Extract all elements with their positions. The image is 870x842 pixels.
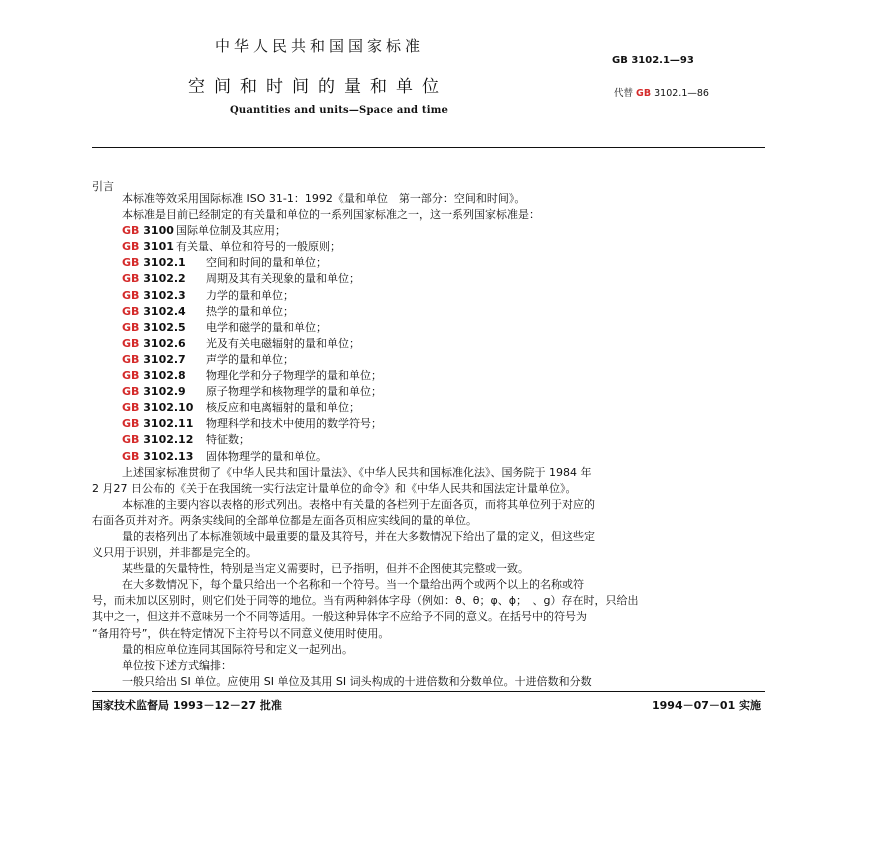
document-body [92, 191, 767, 690]
list-item-number: 3102.8 [143, 369, 186, 383]
list-item-prefix: GB [122, 320, 140, 334]
list-item-number: 3102.3 [143, 288, 186, 302]
list-item-prefix: GB [122, 385, 140, 399]
body-line: 本标准的主要内容以表格的形式列出。表格中有关量的各栏列于左面各页，而将其单位列于对应的 [122, 497, 595, 511]
list-item-number: 3102.10 [143, 401, 194, 415]
body-line: 义只用于识别，并非都是完全的。 [92, 546, 257, 560]
standard-list-item [92, 336, 767, 352]
list-item-text: 国际单位制及其应用； [176, 224, 286, 238]
list-item-prefix: GB [122, 336, 140, 350]
list-item-prefix: GB [122, 272, 140, 286]
list-item-number: 3102.11 [143, 417, 194, 431]
list-item-number: 3101 [143, 240, 174, 254]
issuing-country-standard: 中华人民共和国国家标准 [215, 37, 425, 55]
replaces-code: 3102.1—86 [654, 88, 709, 99]
body-line: 一般只给出 SI 单位。应使用 SI 单位及其用 SI 词头构成的十进倍数和分数单位。十进倍数和分数 [122, 674, 592, 688]
list-item-prefix: GB [122, 288, 140, 302]
body-line: 某些量的矢量特性，特别是当定义需要时，已予指明，但并不企图使其完整或一致。 [122, 562, 529, 576]
standard-list-item [92, 368, 767, 384]
list-item-text: 有关量、单位和符号的一般原则； [176, 240, 341, 254]
body-line: 量的相应单位连同其国际符号和定义一起列出。 [122, 642, 353, 656]
standard-list-item [92, 384, 767, 400]
list-item-number: 3102.13 [143, 449, 194, 463]
intro-paragraph-2: 本标准是目前已经制定的有关量和单位的一系列国家标准之一，这一系列国家标准是： [122, 208, 540, 222]
approval-date: 国家技术监督局 1993－12－27 批准 [92, 699, 282, 712]
section-title: 引言 [92, 180, 114, 193]
list-item-text: 核反应和电离辐射的量和单位； [206, 401, 360, 415]
standard-number [612, 55, 694, 66]
replaces-label: 代替 [614, 88, 634, 99]
body-line: 量的表格列出了本标准领域中最重要的量及其符号，并在大多数情况下给出了量的定义，但这些定 [122, 529, 595, 543]
list-item-prefix: GB [122, 224, 140, 238]
standard-list-item [92, 432, 767, 448]
list-item-text: 光及有关电磁辐射的量和单位； [206, 336, 360, 350]
body-line: 在大多数情况下，每个量只给出一个名称和一个符号。当一个量给出两个或两个以上的名称或符 [122, 578, 584, 592]
list-item-number: 3102.5 [143, 320, 186, 334]
standard-list-item [92, 271, 767, 287]
body-line: 2 月27 日公布的《关于在我国统一实行法定计量单位的命令》和《中华人民共和国法定计量单位》。 [92, 481, 577, 495]
list-item-number: 3100 [143, 224, 174, 238]
list-item-prefix: GB [122, 449, 140, 463]
body-line: 右面各页并对齐。两条实线间的全部单位都是左面各页相应实线间的量的单位。 [92, 513, 477, 527]
replaces-prefix: GB [636, 88, 652, 99]
list-item-number: 3102.7 [143, 352, 186, 366]
document-title: 空间和时间的量和单位 [188, 77, 448, 97]
body-line: 号，而未加以区别时，则它们处于同等的地位。当有两种斜体字母（例如：ϑ、θ；φ、ϕ； 、g）存在时，只给出 [92, 594, 639, 608]
body-line: “备用符号”，供在特定情况下主符号以不同意义使用时使用。 [92, 626, 390, 640]
replaces-standard [614, 85, 709, 99]
header-divider [92, 147, 765, 148]
list-item-text: 特征数； [206, 433, 250, 447]
body-line: 上述国家标准贯彻了《中华人民共和国计量法》、《中华人民共和国标准化法》、国务院于 1984 年 [122, 465, 592, 479]
intro-paragraph-1: 本标准等效采用国际标准 ISO 31-1：1992《量和单位 第一部分：空间和时间》。 [122, 192, 526, 205]
standard-list-item [92, 223, 767, 239]
standard-list-item [92, 416, 767, 432]
body-line: 单位按下述方式编排： [122, 658, 232, 672]
list-item-text: 物理科学和技术中使用的数学符号； [206, 417, 382, 431]
standard-code: 3102.1—93 [631, 55, 694, 66]
list-item-text: 力学的量和单位； [206, 288, 294, 302]
list-item-text: 热学的量和单位； [206, 304, 294, 318]
list-item-prefix: GB [122, 369, 140, 383]
standard-list-item [92, 255, 767, 271]
list-item-text: 物理化学和分子物理学的量和单位； [206, 369, 382, 383]
standard-list-item [92, 239, 767, 255]
list-item-prefix: GB [122, 417, 140, 431]
list-item-prefix: GB [122, 401, 140, 415]
list-item-prefix: GB [122, 256, 140, 270]
list-item-text: 原子物理学和核物理学的量和单位； [206, 385, 382, 399]
list-item-number: 3102.9 [143, 385, 186, 399]
standard-list-item [92, 400, 767, 416]
list-item-text: 电学和磁学的量和单位； [206, 320, 327, 334]
list-item-number: 3102.6 [143, 336, 186, 350]
list-item-text: 空间和时间的量和单位； [206, 256, 327, 270]
list-item-number: 3102.2 [143, 272, 186, 286]
standard-prefix: GB [612, 55, 628, 66]
footer-divider [92, 691, 765, 692]
implementation-date: 1994－07－01 实施 [652, 699, 762, 712]
list-item-prefix: GB [122, 304, 140, 318]
standard-list-item [92, 449, 767, 465]
standard-list-item [92, 288, 767, 304]
list-item-text: 固体物理学的量和单位。 [206, 449, 327, 463]
standard-list-item [92, 320, 767, 336]
list-item-prefix: GB [122, 240, 140, 254]
document-title-english: Quantities and units—Space and time [230, 105, 449, 116]
body-line: 其中之一，但这并不意味另一个不同等适用。一般这种异体字不应给予不同的意义。在括号中的符号为 [92, 610, 587, 624]
list-item-prefix: GB [122, 352, 140, 366]
standard-list-item [92, 304, 767, 320]
standard-list-item [92, 352, 767, 368]
list-item-text: 声学的量和单位； [206, 352, 294, 366]
list-item-text: 周期及其有关现象的量和单位； [206, 272, 360, 286]
list-item-number: 3102.1 [143, 256, 186, 270]
list-item-number: 3102.12 [143, 433, 194, 447]
list-item-prefix: GB [122, 433, 140, 447]
list-item-number: 3102.4 [143, 304, 186, 318]
